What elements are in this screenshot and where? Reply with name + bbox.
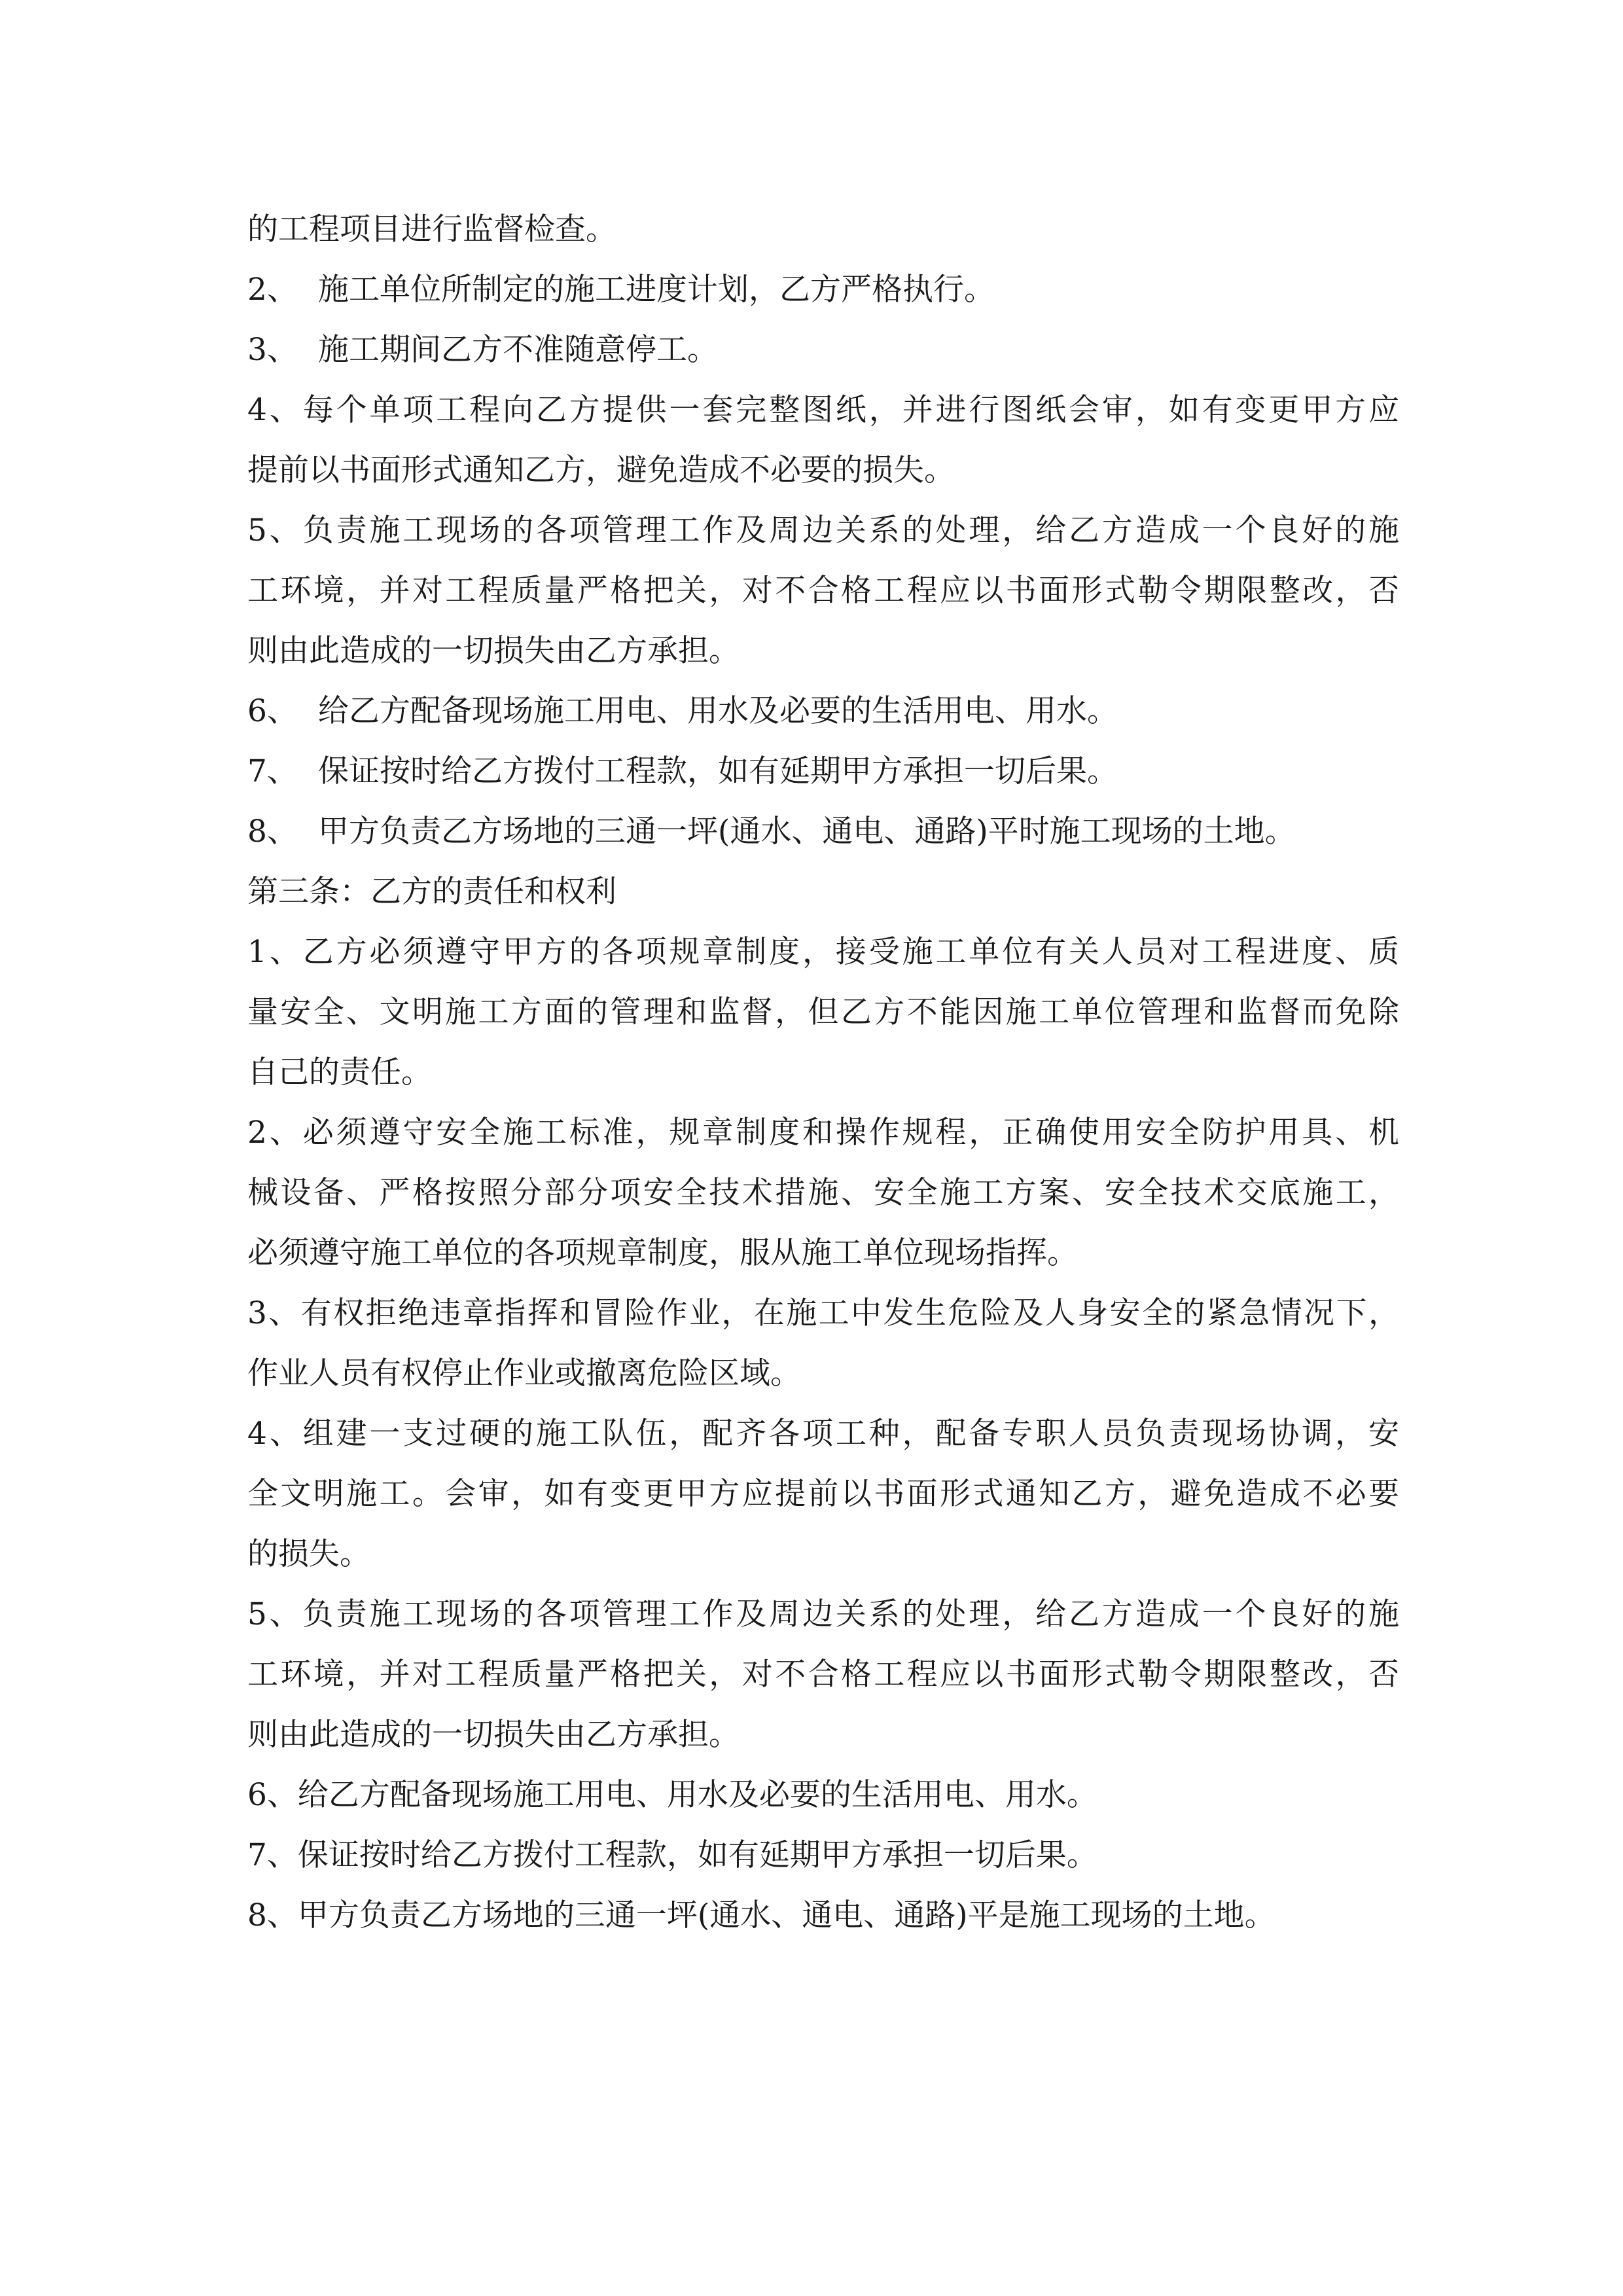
- item-number: 5、: [247, 512, 303, 548]
- line-text: 必须遵守施工单位的各项规章制度，服从施工单位现场指挥。: [247, 1235, 1078, 1271]
- line-text: 5、负责施工现场的各项管理工作及周边关系的处理，给乙方造成一个良好的施: [247, 1596, 1399, 1632]
- text-line: [247, 200, 1399, 260]
- text-line: [247, 1825, 1399, 1886]
- line-text: 6、给乙方配备现场施工用电、用水及必要的生活用电、用水。: [247, 1777, 1097, 1813]
- line-text: 必须遵守安全施工标准，规章制度和操作规程，正确使用安全防护用具、机: [302, 1115, 1400, 1151]
- line-text: 第三条：乙方的责任和权利: [247, 874, 616, 910]
- text-line: [247, 320, 1399, 380]
- text-line: [247, 1344, 1399, 1404]
- line-text: 量安全、文明施工方面的管理和监督，但乙方不能因施工单位管理和监督而免除: [247, 994, 1399, 1030]
- contract-body-text: [247, 200, 1399, 1946]
- text-line: [247, 380, 1399, 440]
- line-text: 甲方负责乙方场地的三通一坪(通水、通电、通路)平时施工现场的土地。: [318, 814, 1296, 850]
- text-line: [247, 501, 1399, 561]
- text-line: [247, 982, 1399, 1043]
- line-text: 每个单项工程向乙方提供一套完整图纸，并进行图纸会审，如有变更甲方应: [302, 392, 1400, 428]
- line-text: 提前以书面形式通知乙方，避免造成不必要的损失。: [247, 452, 955, 488]
- line-text: 7、保证按时给乙方拨付工程款，如有延期甲方承担一切后果。: [247, 1837, 1097, 1873]
- text-line: [247, 1043, 1399, 1103]
- text-line: [247, 440, 1399, 501]
- text-line: [247, 1404, 1399, 1464]
- line-text: 工环境，并对工程质量严格把关，对不合格工程应以书面形式勒令期限整改，否: [247, 573, 1399, 609]
- item-number: 6、: [247, 693, 298, 729]
- text-line: [247, 1705, 1399, 1765]
- line-text: 有权拒绝违章指挥和冒险作业，在施工中发生危险及人身安全的紧急情况下，: [300, 1295, 1399, 1331]
- text-line: [247, 1765, 1399, 1825]
- text-line: [247, 621, 1399, 681]
- line-text: 施工期间乙方不准随意停工。: [318, 332, 718, 368]
- text-line: [247, 922, 1399, 982]
- text-line: [247, 802, 1399, 862]
- item-number: 8、: [247, 814, 298, 850]
- text-line: [247, 862, 1399, 922]
- line-text: 负责施工现场的各项管理工作及周边关系的处理，给乙方造成一个良好的施: [302, 512, 1400, 548]
- text-line: [247, 742, 1399, 802]
- text-line: [247, 1223, 1399, 1283]
- line-text: 则由此造成的一切损失由乙方承担。: [247, 1717, 740, 1753]
- line-text: 8、甲方负责乙方场地的三通一坪(通水、通电、通路)平是施工现场的土地。: [247, 1897, 1275, 1933]
- line-text: 械设备、严格按照分部分项安全技术措施、安全施工方案、安全技术交底施工，: [247, 1175, 1399, 1211]
- line-text: 给乙方配备现场施工用电、用水及必要的生活用电、用水。: [318, 693, 1118, 729]
- line-text: 全文明施工。会审，如有变更甲方应提前以书面形式通知乙方，避免造成不必要: [247, 1476, 1399, 1512]
- line-text: 的工程项目进行监督检查。: [247, 211, 616, 247]
- item-number: 1、: [247, 934, 303, 970]
- text-line: [247, 1886, 1399, 1946]
- text-line: [247, 1163, 1399, 1223]
- item-number: 2、: [247, 1115, 303, 1151]
- item-number: 7、: [247, 753, 298, 789]
- item-number: 2、: [247, 272, 298, 308]
- line-text: 的损失。: [247, 1536, 370, 1572]
- line-text: 乙方必须遵守甲方的各项规章制度，接受施工单位有关人员对工程进度、质: [302, 934, 1400, 970]
- text-line: [247, 1585, 1399, 1645]
- line-text: 保证按时给乙方拨付工程款，如有延期甲方承担一切后果。: [318, 753, 1118, 789]
- text-line: [247, 1645, 1399, 1705]
- text-line: [247, 1283, 1399, 1344]
- text-line: [247, 1524, 1399, 1585]
- text-line: [247, 260, 1399, 320]
- line-text: 施工单位所制定的施工进度计划，乙方严格执行。: [318, 272, 995, 308]
- item-number: 3、: [247, 1295, 301, 1331]
- item-number: 4、: [247, 392, 303, 428]
- line-text: 作业人员有权停止作业或撤离危险区域。: [247, 1355, 801, 1391]
- line-text: 工环境，并对工程质量严格把关，对不合格工程应以书面形式勒令期限整改，否: [247, 1657, 1399, 1693]
- text-line: [247, 561, 1399, 621]
- line-text: 组建一支过硬的施工队伍，配齐各项工种，配备专职人员负责现场协调，安: [302, 1416, 1400, 1452]
- line-text: 则由此造成的一切损失由乙方承担。: [247, 633, 740, 669]
- item-number: 3、: [247, 332, 298, 368]
- item-number: 4、: [247, 1416, 303, 1452]
- text-line: [247, 1103, 1399, 1163]
- text-line: [247, 681, 1399, 742]
- text-line: [247, 1464, 1399, 1524]
- line-text: 自己的责任。: [247, 1054, 432, 1090]
